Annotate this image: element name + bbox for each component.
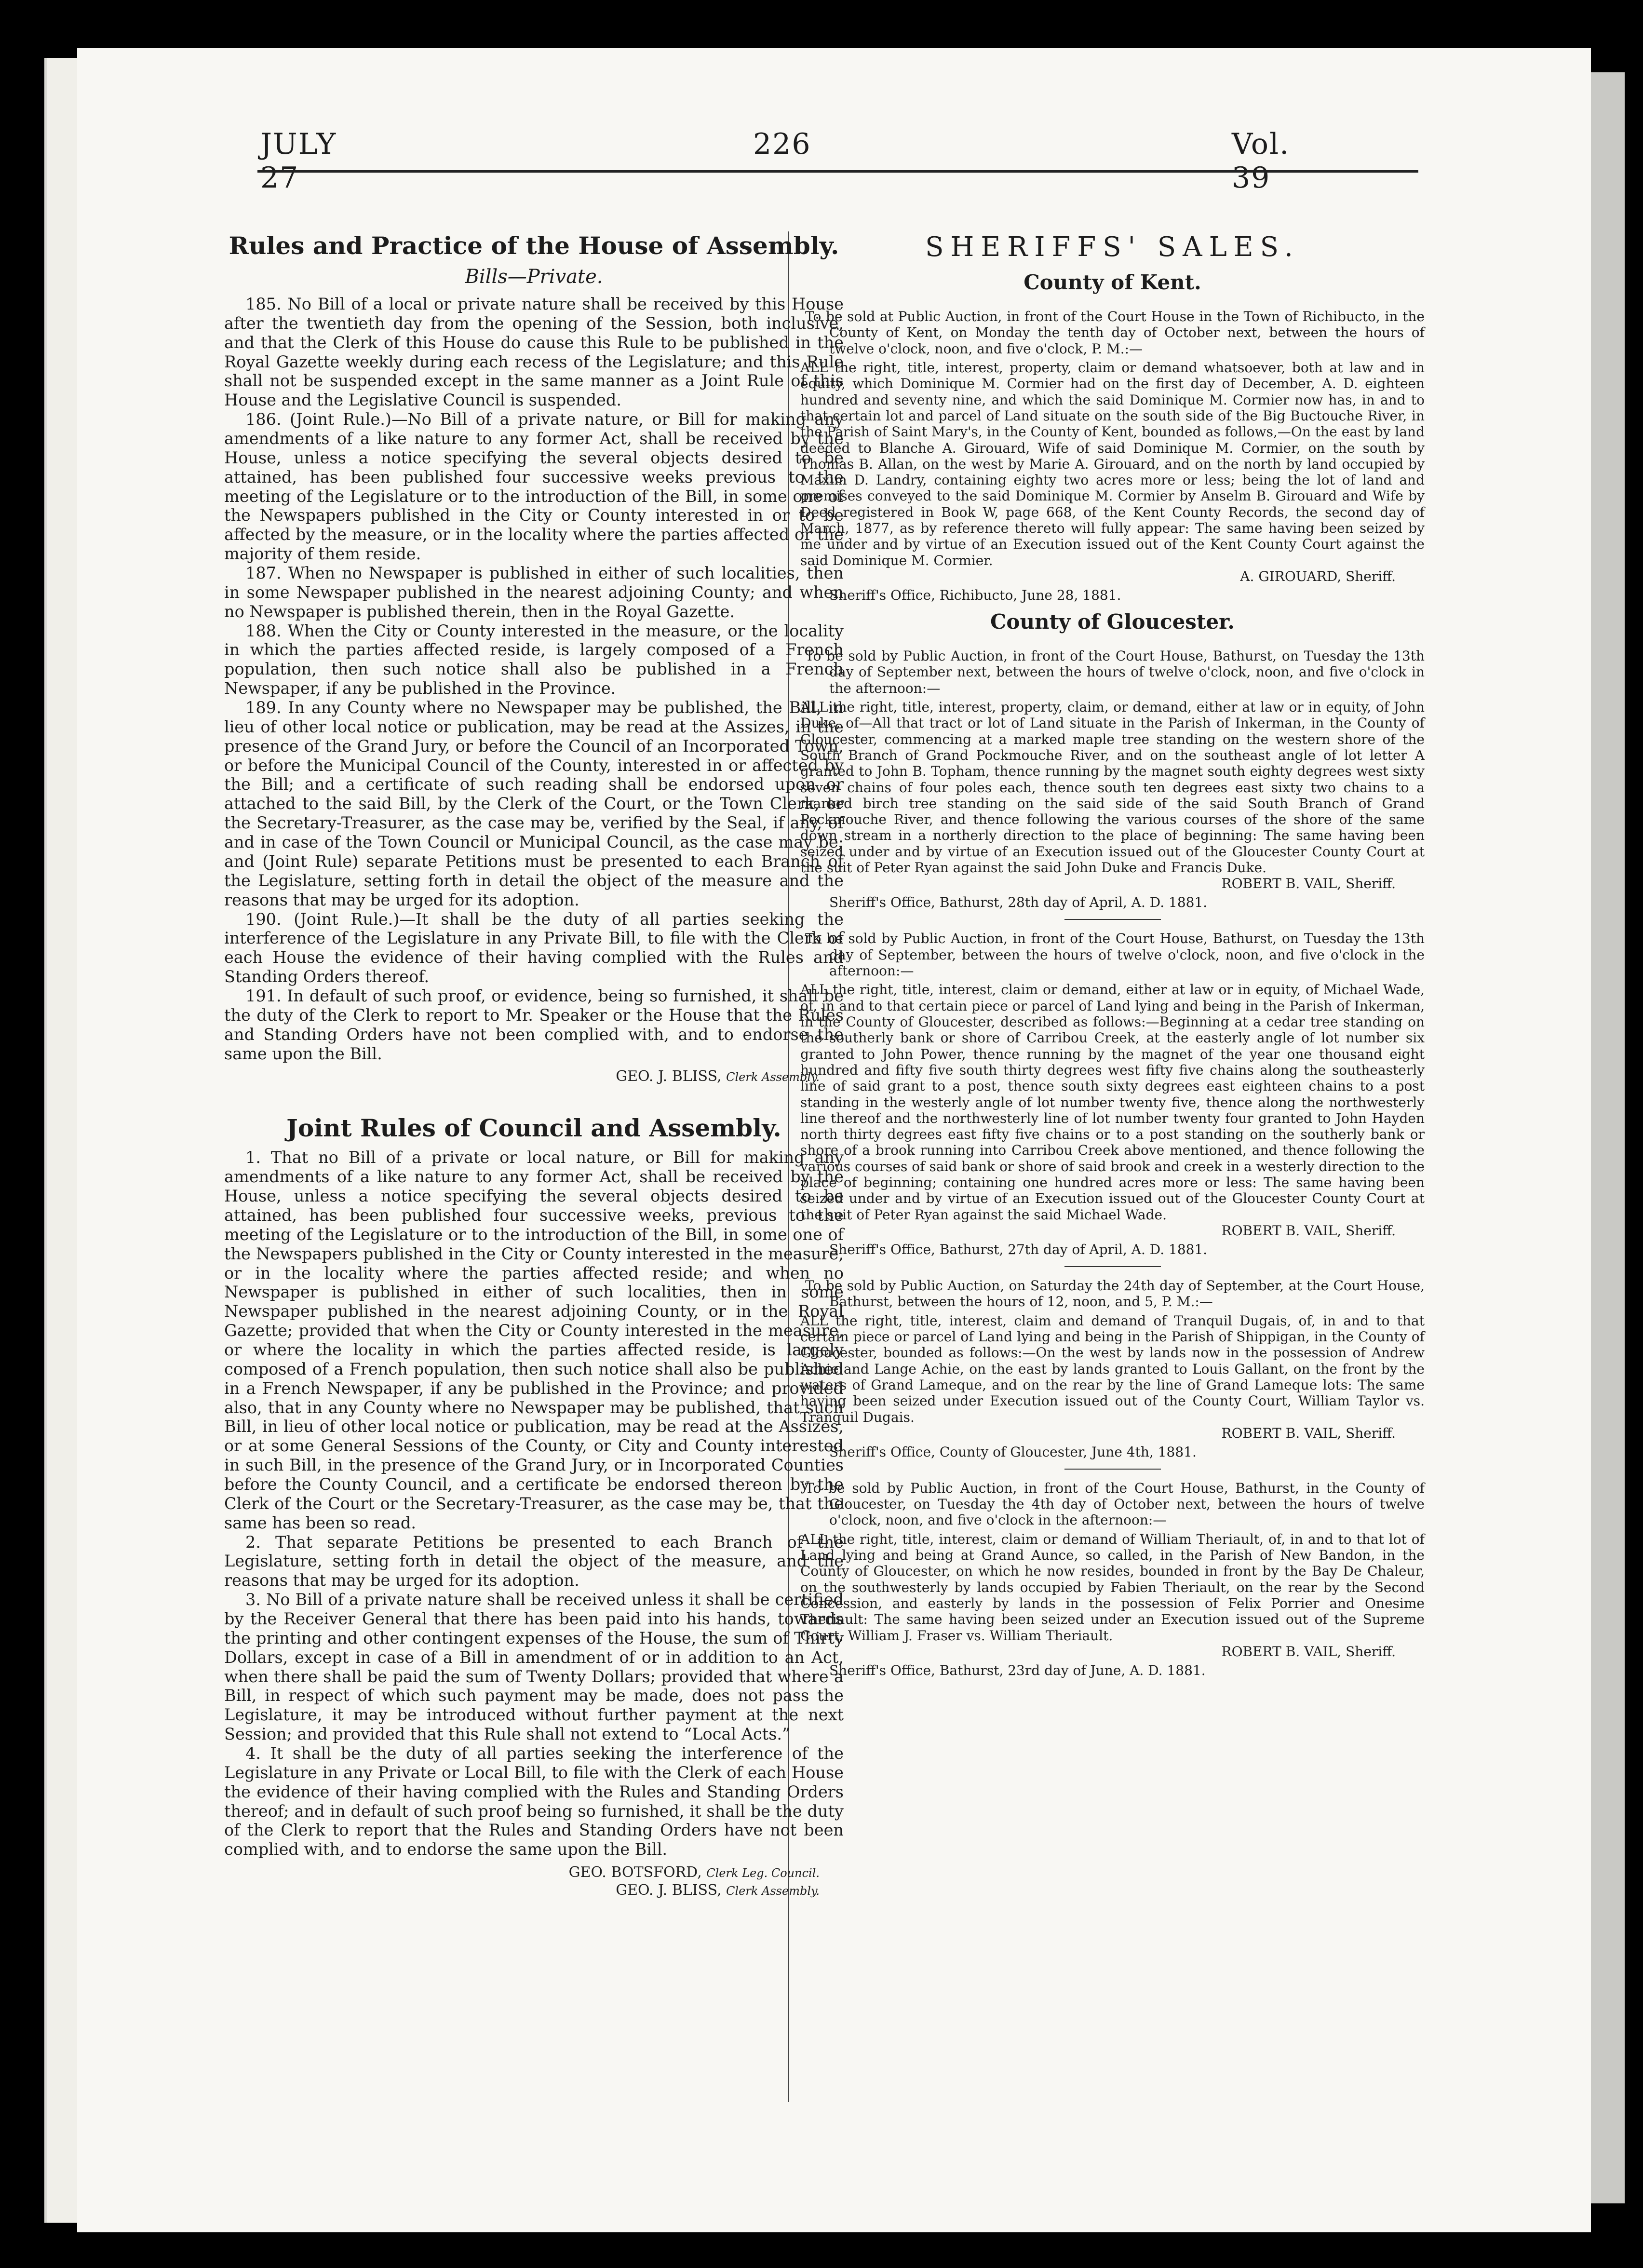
sheriff-office: Sheriff's Office, Bathurst, 27th day of April, A. D. 1881. <box>829 1242 1208 1257</box>
rules-practice-title: Rules and Practice of the House of Assembly. <box>229 231 839 260</box>
page-edge-right <box>1591 72 1625 2203</box>
sale-notice-theriault <box>800 1480 1425 1678</box>
signature-name: GEO. BOTSFORD, <box>568 1864 702 1881</box>
sale-notice-wade <box>800 931 1425 1257</box>
sheriff-signature: ROBERT B. VAIL, Sheriff. <box>1221 876 1396 892</box>
signature-botsford <box>224 1864 820 1881</box>
sheriff-office: Sheriff's Office, County of Gloucester, June 4th, 1881. <box>829 1444 1197 1460</box>
notice-body: ALL the right, title, interest, property, claim, or demand, either at law or in equity, of John Duke, of—All that tract or lot of Land situate in the Parish of Inkerman, in the County of Gloucester, commencing at a marked maple tree standing on the western shore of the South Branch of Grand Pockmouche River, and on the southeast angle of lot letter A granted to John B. Topham, thence running by the magnet south eighty degrees west sixty seven chains of four poles each, thence south ten degrees east sixty two chains to a marked birch tree standing on the said side of the said South Branch of Grand Pockmouche River, and thence following the various courses of the shore of the same down stream in a northerly direction to the place of beginning: The same having been seized under and by virtue of an Execution issued out of the Gloucester County Court at the suit of Peter Ryan against the said John Duke and Francis Duke. <box>800 699 1425 876</box>
notice-body: ALL the right, title, interest, claim or demand, either at law or in equity, of Michael Wade, of, in and to that certain piece or parcel of Land lying and being in the Parish of Inkerman, in the County of Gloucester, described as follows:—Beginning at a cedar tree standing on the southerly bank or shore of Carribou Creek, at the easterly angle of lot number six granted to John Power, thence running by the magnet of the year one thousand eight hundred and fifty five south thirty degrees west fifty five chains along the southeasterly line of said grant to a post, thence south sixty degrees east eighteen chains to a post standing in the westerly angle of lot number twenty five, thence along the northwesterly line thereof and the northwesterly line of lot number twenty four granted to John Hayden north thirty degrees east fifty five chains or to a post standing on the southerly bank or shore of a brook running into Carribou Creek above mentioned, and thence following the various courses of said bank or shore of said brook and creek in a westerly direction to the place of beginning; containing one hundred acres more or less: The same having been seized under and by virtue of an Execution issued out of the Gloucester County Court at the suit of Peter Ryan against the said Michael Wade. <box>800 982 1425 1223</box>
joint-rule-3: 3. No Bill of a private nature shall be received unless it shall be certified by the Receiver General that there has been paid into his hands, towards the printing and other contingent expenses of the House, the sum of Thirty Dollars, except in case of a Bill in amendment of or in addition to an Act, when there shall be paid the sum of Twenty Dollars; provided that where a Bill, in respect of which such payment may be made, does not pass the Legislature, it may be introduced without further payment at the next Session; and provided that this Rule shall not extend to “Local Acts.” <box>224 1590 844 1744</box>
rule-188: 188. When the City or County interested in the measure, or the locality in which the parties affected reside, is largely composed of a French population, then such notice shall also be published in a French Newspaper, if any be published in the Province. <box>224 621 844 698</box>
notice-intro: To be sold at Public Auction, in front of the Court House in the Town of Richibucto, in the County of Kent, on Monday the tenth day of October next, between the hours of twelve o'clock, noon, and five o'clock, P. M.:— <box>805 309 1425 357</box>
newspaper-page <box>77 48 1591 2232</box>
sheriff-office: Sheriff's Office, Richibucto, June 28, 1881. <box>829 587 1121 603</box>
notice-body: ALL the right, title, interest, claim or demand of William Theriault, of, in and to that lot of Land lying and being at Grand Aunce, so called, in the Parish of New Bandon, in the County of Gloucester, on which he now resides, bounded in front by the Bay De Chaleur, on the southwesterly by lands occupied by Fabien Theriault, on the rear by the Second Concession, and easterly by lands in the possession of Felix Porrier and Onesime Theriault: The same having been seized under an Execution issued out of the Supreme Court, William J. Fraser vs. William Theriault. <box>800 1531 1425 1644</box>
notice-separator <box>1064 1469 1161 1470</box>
county-gloucester-heading: County of Gloucester. <box>990 610 1235 634</box>
joint-rules-title: Joint Rules of Council and Assembly. <box>286 1114 781 1143</box>
bills-private-subtitle: Bills—Private. <box>465 266 603 288</box>
sheriff-signature: A. GIROUARD, Sheriff. <box>1240 568 1396 584</box>
signature-role: Clerk Assembly. <box>726 1884 820 1898</box>
sheriff-office: Sheriff's Office, Bathurst, 28th day of April, A. D. 1881. <box>829 894 1208 911</box>
notice-intro: To be sold by Public Auction, in front of the Court House, Bathurst, in the County of Gloucester, on Tuesday the 4th day of October next, between the hours of twelve o'clock, noon, and five o'clock in the afternoon:— <box>805 1480 1425 1528</box>
notice-intro: To be sold by Public Auction, in front of the Court House, Bathurst, on Tuesday the 13th day of September, between the hours of twelve o'clock, noon, and five o'clock in the afternoon:— <box>805 931 1425 979</box>
sale-notice-dugais <box>800 1278 1425 1460</box>
rule-186: 186. (Joint Rule.)—No Bill of a private nature, or Bill for making any amendments of a like nature to any former Act, shall be received by the House, unless a notice specifying the several objects desired to be attained, has been published four successive weeks previous to the meeting of the Legislature or to the introduction of the Bill, in some one of the Newspapers published in the City or County interested in or to be affected by the measure, or in the locality where the parties affected or the majority of them reside. <box>224 410 844 564</box>
rule-185: 185. No Bill of a local or private nature shall be received by this House after the twentieth day from the opening of the Session, both inclusive, and that the Clerk of this House do cause this Rule to be published in the Royal Gazette weekly during each recess of the Legislature; and this Rule shall not be suspended except in the same manner as a Joint Rule of this House and the Legislative Council is suspended. <box>224 295 844 410</box>
sheriff-office: Sheriff's Office, Bathurst, 23rd day of June, A. D. 1881. <box>829 1662 1206 1678</box>
left-column <box>224 231 844 1899</box>
signature-role: Clerk Leg. Council. <box>706 1866 820 1880</box>
header-date: JULY 27 <box>260 127 337 195</box>
notice-intro: To be sold by Public Auction, on Saturday the 24th day of September, at the Court House, Bathurst, between the hours of 12, noon, and 5, P. M.:— <box>805 1278 1425 1310</box>
sheriff-signature: ROBERT B. VAIL, Sheriff. <box>1221 1425 1396 1441</box>
rule-189: 189. In any County where no Newspaper may be published, the Bill, in lieu of other local notice or publication, may be read at the Assizes, in the presence of the Grand Jury, or before the Council of an Incorporated Town, or before the Municipal Council of the County, interested in or affected by the Bill; and a certificate of such reading shall be endorsed upon or attached to the said Bill, by the Clerk of the Court, or the Town Clerk, or the Secretary-Treasurer, as the case may be, verified by the Seal, if any, of and in case of the Town Council or Municipal Council, as the case may be; and (Joint Rule) separate Petitions must be presented to each Branch of the Legislature, setting forth in detail the object of the measure and the reasons that may be urged for its adoption. <box>224 698 844 909</box>
notice-separator <box>1064 919 1161 920</box>
rule-190: 190. (Joint Rule.)—It shall be the duty of all parties seeking the interference of the Legislature in any Private Bill, to file with the Clerk of each House the evidence of their having complied with the Rules and Standing Orders thereof. <box>224 909 844 986</box>
joint-rule-4: 4. It shall be the duty of all parties seeking the interference of the Legislature in any Private or Local Bill, to file with the Clerk of each House the evidence of their having complied with the Rules and Standing Orders thereof; and in default of such proof being so furnished, it shall be the duty of the Clerk to report that the Rules and Standing Orders have not been complied with, and to endorse the same upon the Bill. <box>224 1744 844 1859</box>
header-volume: Vol. 39 <box>1232 127 1290 195</box>
sale-notice-kent <box>800 309 1425 603</box>
right-column <box>800 231 1425 1685</box>
notice-body: ALL the right, title, interest, claim and demand of Tranquil Dugais, of, in and to that certain piece or parcel of Land lying and being in the Parish of Shippigan, in the County of Gloucester, bounded as follows:—On the west by lands now in the possession of Andrew Achie and Lange Achie, on the east by lands granted to Louis Gallant, on the front by the waters of Grand Lameque, and on the rear by the line of Grand Lameque lots: The same having been seized under Execution issued out of the County Court, William Taylor vs. Tranquil Dugais. <box>800 1312 1425 1425</box>
header-rule <box>257 170 1418 173</box>
notice-intro: To be sold by Public Auction, in front of the Court House, Bathurst, on Tuesday the 13th day of September next, between the hours of twelve o'clock, noon, and five o'clock in the afternoon:— <box>805 648 1425 696</box>
signature-bliss <box>224 1068 820 1085</box>
rule-187: 187. When no Newspaper is published in either of such localities, then in some Newspaper published in the nearest adjoining County; and when no Newspaper is published therein, then in the Royal Gazette. <box>224 564 844 621</box>
sale-notice-duke <box>800 648 1425 910</box>
joint-rule-1: 1. That no Bill of a private or local nature, or Bill for making any amendments of a like nature to any former Act, shall be received by the House, unless a notice specifying the several objects desired to be attained, has been published four successive weeks, previous to the meeting of the Legislature or to the introduction of the Bill, in some one of the Newspapers published in the City or County interested in the measure, or in the locality where the parties affected reside; and when no Newspaper is published in either of such localities, then in some Newspaper published in the nearest adjoining County, or in the Royal Gazette; provided that when the City or County interested in the measure, or where the locality in which the parties affected reside, is largely composed of a French population, then such notice shall also be published in a French Newspaper, if any be published in the Province; and provided also, that in any County where no Newspaper may be published, that such Bill, in lieu of other local notice or publication, may be read at the Assizes, or at some General Sessions of the County, or City and County interested in such Bill, in the presence of the Grand Jury, or in Incorporated Counties before the County Council, and a certificate be endorsed thereon by the Clerk of the Court or the Secretary-Treasurer, as the case may be, that the same has been so read. <box>224 1148 844 1532</box>
sheriff-signature: ROBERT B. VAIL, Sheriff. <box>1221 1223 1396 1239</box>
header-page-number: 226 <box>753 127 811 161</box>
signature-name: GEO. J. BLISS, <box>616 1882 722 1899</box>
signature-bliss-2 <box>224 1882 820 1899</box>
sheriffs-sales-title: SHERIFFS' SALES. <box>925 231 1300 263</box>
notice-separator <box>1064 1266 1161 1267</box>
county-kent-heading: County of Kent. <box>1024 270 1201 294</box>
signature-name: GEO. J. BLISS, <box>616 1068 722 1085</box>
joint-rule-2: 2. That separate Petitions be presented to each Branch of the Legislature, setting forth in detail the object of the measure, and the reasons that may be urged for its adoption. <box>224 1532 844 1590</box>
sheriff-signature: ROBERT B. VAIL, Sheriff. <box>1221 1643 1396 1660</box>
rule-191: 191. In default of such proof, or evidence, being so furnished, it shall be the duty of the Clerk to report to Mr. Speaker or the House that the Rules and Standing Orders have not been complied with, and to endorse the same upon the Bill. <box>224 986 844 1063</box>
notice-body: ALL the right, title, interest, property, claim or demand whatsoever, both at law and in equity, which Dominique M. Cormier had on the first day of December, A. D. eighteen hundred and seventy nine, and which the said Dominique M. Cormier now has, in and to that certain lot and parcel of Land situate on the south side of the Big Buctouche River, in the Parish of Saint Mary's, in the County of Kent, bounded as follows,—On the east by land deeded to Blanche A. Girouard, Wife of said Dominique M. Cormier, on the south by Thomas B. Allan, on the west by Marie A. Girouard, and on the north by land occupied by Maxim D. Landry, containing eighty two acres more or less; being the lot of land and premises conveyed to the said Dominique M. Cormier by Anselm B. Girouard and Wife by Deed registered in Book W, page 668, of the Kent County Records, the second day of March, 1877, as by reference thereto will fully appear: The same having been seized by me under and by virtue of an Execution issued out of the Kent County Court against the said Dominique M. Cormier. <box>800 359 1425 568</box>
signature-role: Clerk Assembly. <box>726 1070 820 1084</box>
